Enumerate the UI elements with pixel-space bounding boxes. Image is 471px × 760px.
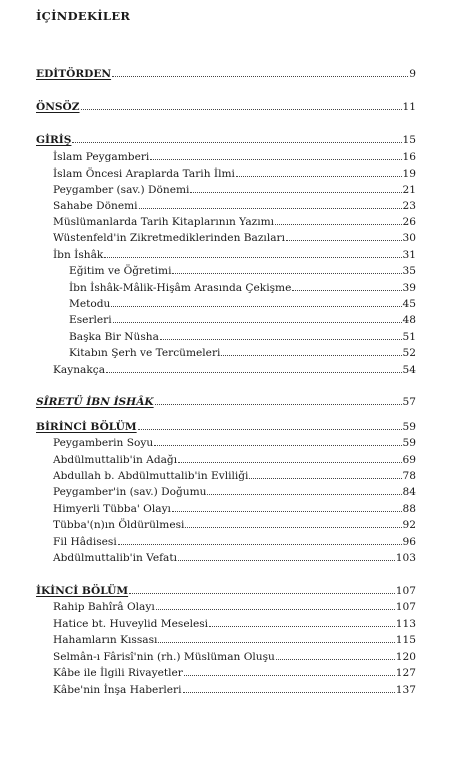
toc-entry-title: Hatice bt. Huveylid Meselesi [53,618,209,630]
toc-page-number: 59 [402,421,416,433]
toc-entry-title: GİRİŞ [36,134,72,146]
toc-entry-title: İslam Peygamberi [53,151,150,163]
toc-section [36,394,416,410]
dot-leader [111,296,401,307]
toc-entry-title: Müslümanlarda Tarih Kitaplarının Yazımı [53,216,275,228]
toc-section [36,132,416,148]
dot-leader [72,132,401,143]
toc-entry-title: Kitabın Şerh ve Tercümeleri [69,347,221,359]
toc-entry-title: Peygamber (sav.) Dönemi [53,184,190,196]
toc-entry-title: SÎRETÜ İBN İSHÂK [36,396,154,408]
dot-leader [183,682,395,693]
toc-section [36,583,416,599]
toc-page-number: 21 [402,184,416,196]
toc-page-number: 92 [402,519,416,531]
toc-entry-title: İbn İshâk [53,249,104,261]
toc-entry [36,149,416,165]
toc-entry-title: Eserleri [69,314,112,326]
dot-leader [185,517,401,528]
toc-entry [36,345,416,361]
toc-entry [36,263,416,279]
toc-page-number: 115 [395,634,416,646]
toc-entry [36,682,416,698]
toc-entry-title: Abdülmuttalib'in Adağı [53,454,178,466]
toc-entry-title: İKİNCİ BÖLÜM [36,585,129,597]
toc-entry [36,247,416,263]
dot-leader [236,166,402,177]
dot-leader [275,214,401,225]
toc-entry-title: Kâbe ile İlgili Rivayetler [53,667,183,679]
toc-page-number: 69 [402,454,416,466]
toc-page-number: 88 [402,503,416,515]
toc-entry [36,296,416,312]
toc-entry-title: Tübba'(n)ın Öldürülmesi [53,519,185,531]
toc-entry [36,362,416,378]
toc-entry-title: Kâbe'nin İnşa Haberleri [53,684,182,696]
toc-page-number: 54 [402,364,416,376]
dot-leader [154,435,401,446]
toc-page-number: 96 [402,536,416,548]
toc-page-number: 30 [402,232,416,244]
dot-leader [138,419,402,430]
toc-entry-title: Eğitim ve Öğretimi [69,265,172,277]
toc-entry [36,214,416,230]
toc-page-number: 137 [395,684,416,696]
toc-entry-title: Abdülmuttalib'in Vefatı [53,552,178,564]
toc-entry [36,435,416,451]
toc-entry-title: BİRİNCİ BÖLÜM [36,421,137,433]
page-title: İÇİNDEKİLER [36,9,131,23]
toc-page-number: 113 [395,618,416,630]
toc-page-number: 16 [402,151,416,163]
dot-leader [81,99,402,110]
dot-leader [158,632,394,643]
dot-leader [113,312,402,323]
dot-leader [209,616,395,627]
dot-leader [172,263,401,274]
toc-entry-title: Hahamların Kıssası [53,634,158,646]
toc-page-number: 9 [409,68,416,80]
dot-leader [190,182,401,193]
toc-entry [36,280,416,296]
toc-page-number: 39 [402,282,416,294]
dot-leader [106,362,401,373]
toc-entry [36,665,416,681]
toc-page-number: 51 [402,331,416,343]
toc-page-number: 48 [402,314,416,326]
dot-leader [160,329,402,340]
dot-leader [221,345,401,356]
dot-leader [172,501,402,512]
toc-page-number: 120 [395,651,416,663]
toc-entry [36,182,416,198]
toc-entry-title: İbn İshâk-Mâlik-Hişâm Arasında Çekişme [69,282,292,294]
dot-leader [139,198,402,209]
toc-page-number: 23 [402,200,416,212]
toc-section [36,419,416,435]
toc-entry [36,616,416,632]
toc-entry-title: ÖNSÖZ [36,101,80,113]
toc-page-number: 15 [402,134,416,146]
toc-entry-title: Wüstenfeld'in Zikretmediklerinden Bazıları [53,232,285,244]
dot-leader [184,665,395,676]
toc-entry-title: EDİTÖRDEN [36,68,112,80]
toc-entry-title: Selmân-ı Fârisî'nin (rh.) Müslüman Oluşu [53,651,275,663]
toc-entry [36,166,416,182]
toc-entry [36,649,416,665]
toc-page-number: 31 [402,249,416,261]
toc-page-number: 59 [402,437,416,449]
dot-leader [118,534,402,545]
toc-page-number: 107 [395,585,416,597]
toc-entry-title: Sahabe Dönemi [53,200,138,212]
toc-page-number: 45 [402,298,416,310]
toc-section [36,66,416,82]
dot-leader [292,280,401,291]
toc-entry-title: Fil Hâdisesi [53,536,117,548]
toc-page-number: 78 [402,470,416,482]
toc-section [36,99,416,115]
toc-page-number: 107 [395,601,416,613]
toc-entry [36,534,416,550]
toc-entry [36,198,416,214]
toc-entry [36,329,416,345]
dot-leader [207,484,401,495]
toc-entry [36,632,416,648]
toc-page-number: 57 [402,396,416,408]
toc-entry-title: Peygamberin Soyu [53,437,154,449]
dot-leader [155,394,402,405]
toc-page-number: 52 [402,347,416,359]
dot-leader [276,649,395,660]
dot-leader [104,247,401,258]
toc-entry [36,517,416,533]
toc-entry-title: Abdullah b. Abdülmuttalib'in Evliliği [53,470,249,482]
toc-entry-title: Metodu [69,298,111,310]
toc-entry [36,312,416,328]
toc-entry-title: Peygamber'in (sav.) Doğumu [53,486,207,498]
dot-leader [178,452,401,463]
toc-entry [36,599,416,615]
toc-page-number: 127 [395,667,416,679]
toc-page-number: 19 [402,168,416,180]
dot-leader [286,230,402,241]
toc-page-number: 103 [395,552,416,564]
dot-leader [129,583,395,594]
toc-entry [36,230,416,246]
dot-leader [249,468,401,479]
toc-entry-title: Rahip Bahîrâ Olayı [53,601,155,613]
toc-entry [36,468,416,484]
toc-entry-title: Başka Bir Nüsha [69,331,159,343]
toc-entry [36,550,416,566]
toc-entry-title: Himyerli Tübba' Olayı [53,503,171,515]
dot-leader [178,550,395,561]
toc-entry-title: İslam Öncesi Araplarda Tarih İlmi [53,168,235,180]
toc-page-number: 84 [402,486,416,498]
dot-leader [150,149,401,160]
toc-page-number: 26 [402,216,416,228]
toc-page-number: 11 [402,101,416,113]
dot-leader [156,599,395,610]
toc-entry [36,452,416,468]
toc-page-number: 35 [402,265,416,277]
toc-entry-title: Kaynakça [53,364,106,376]
toc-entry [36,484,416,500]
toc-entry [36,501,416,517]
dot-leader [112,66,408,77]
